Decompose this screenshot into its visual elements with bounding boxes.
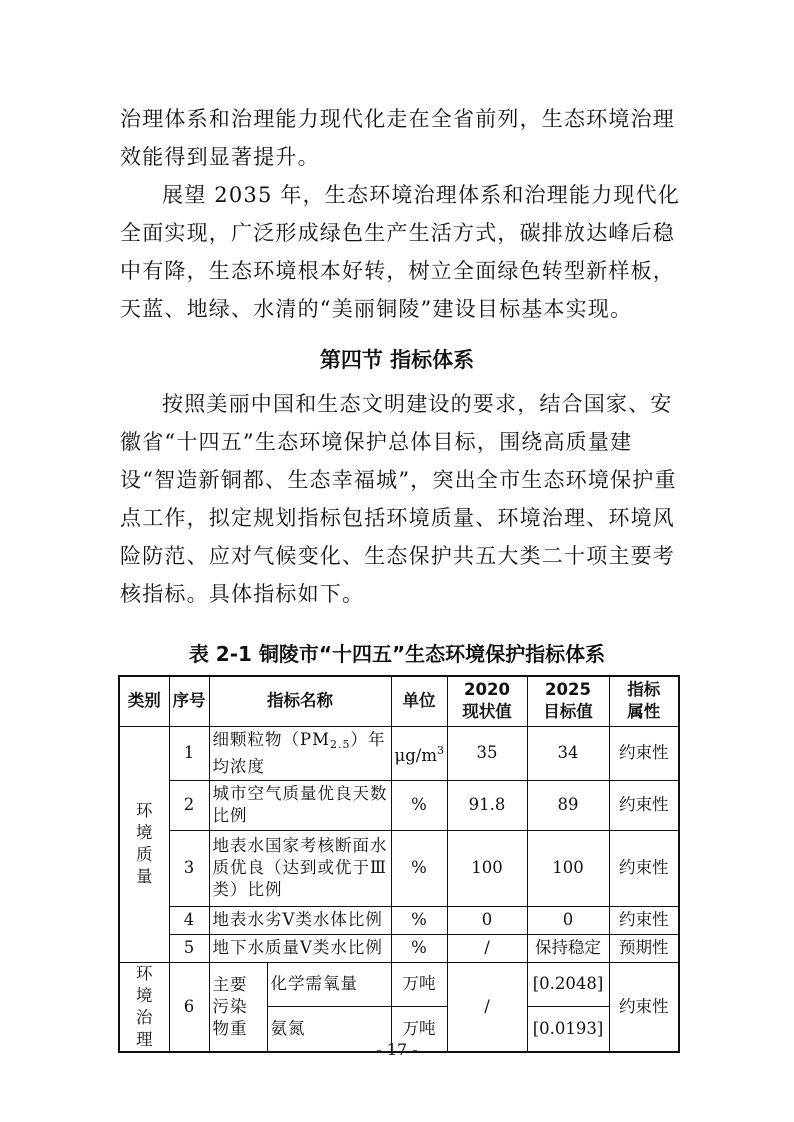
seq-cell: 3 [169,830,209,906]
category-cell-environment-quality: 环境质量 [119,726,169,962]
unit-cell: % [391,780,447,830]
attribute-cell: 约束性 [609,962,679,1052]
attribute-cell: 约束性 [609,780,679,830]
indicator-subname-cell: 化学需氧量 [267,962,391,1006]
current-value-cell: 100 [447,830,527,906]
current-value-cell: 91.8 [447,780,527,830]
section-heading: 第四节 指标体系 [319,348,475,372]
target-value-cell: 100 [527,830,609,906]
header-target-year: 2025 [545,680,591,700]
header-unit: 单位 [391,676,447,726]
table-row [119,906,679,934]
unit-cell: % [391,906,447,934]
indicator-name-cell: 地表水劣Ⅴ类水体比例 [209,906,391,934]
seq-cell: 4 [169,906,209,934]
table-header-row [119,676,679,726]
unit-cell: 万吨 [391,962,447,1006]
paragraph-2: 展望 2035 年，生态环境治理体系和治理能力现代化全面实现，广泛形成绿色生产生活方式，碳排放达峰后稳中有降，生态环境根本好转，树立全面绿色转型新样板，天蓝、地绿、水清的“美丽铜陵”建设目标基本实现。 [120,183,680,321]
table-row [119,726,679,780]
category-cell-environment-governance: 环境治理 [119,962,169,1052]
unit-cell: $\mu g/m^3$ [391,726,447,780]
attribute-cell: 约束性 [609,830,679,906]
unit-cell: 万吨 [391,1006,447,1051]
indicator-name-cell: 细颗粒物$(PM_{2.5})$年均浓度 [209,726,391,780]
seq-cell: 1 [169,726,209,780]
indicator-subname-cell: 氨氮 [267,1006,391,1051]
attribute-cell: 约束性 [609,906,679,934]
target-value-cell: 89 [527,780,609,830]
indicator-name-main-cell: 主要污染物重 [209,962,267,1052]
indicator-name-cell: 城市空气质量优良天数比例 [209,780,391,830]
unit-cell: % [391,830,447,906]
current-value-cell: / [447,962,527,1052]
page-number: - 17 - [376,1040,418,1059]
header-attr-line1: 指标 [627,680,661,700]
table-row [119,830,679,906]
header-target-label: 目标值 [543,702,593,722]
table-title: 表 2-1 铜陵市“十四五”生态环境保护指标体系 [188,642,606,666]
indicator-name-cell: 地表水国家考核断面水质优良（达到或优于Ⅲ类）比例 [209,830,391,906]
target-value-cell: 0 [527,906,609,934]
table-row [119,934,679,962]
header-current-year: 2020 [464,680,510,700]
indicator-table [118,675,680,1053]
paragraph-1: 治理体系和治理能力现代化走在全省前列，生态环境治理效能得到显著提升。 [120,107,675,169]
attribute-cell: 预期性 [609,934,679,962]
target-value-cell: 保持稳定 [527,934,609,962]
table-row [119,962,679,1006]
header-attr-line2: 属性 [627,702,661,722]
indicator-name-cell: 地下水质量Ⅴ类水比例 [209,934,391,962]
target-value-cell: 34 [527,726,609,780]
header-current [447,676,527,726]
header-attribute [609,676,679,726]
table-row [119,780,679,830]
current-value-cell: / [447,934,527,962]
header-seq: 序号 [169,676,209,726]
paragraph-3: 按照美丽中国和生态文明建设的要求，结合国家、安徽省“十四五”生态环境保护总体目标，围绕高质量建设“智造新铜都、生态幸福城”，突出全市生态环境保护重点工作，拟定规划指标包括环境质量、环境治理、环境风险防范、应对气候变化、生态保护共五大类二十项主要考核指标。具体指标如下。 [120,392,677,606]
header-current-label: 现状值 [462,702,512,722]
seq-cell: 6 [169,962,209,1052]
seq-cell: 5 [169,934,209,962]
attribute-cell: 约束性 [609,726,679,780]
seq-cell: 2 [169,780,209,830]
header-category: 类别 [119,676,169,726]
current-value-cell: 0 [447,906,527,934]
target-value-cell: [0.0193] [527,1006,609,1051]
unit-cell: % [391,934,447,962]
header-name: 指标名称 [209,676,391,726]
target-value-cell: [0.2048] [527,962,609,1006]
current-value-cell: 35 [447,726,527,780]
header-target [527,676,609,726]
